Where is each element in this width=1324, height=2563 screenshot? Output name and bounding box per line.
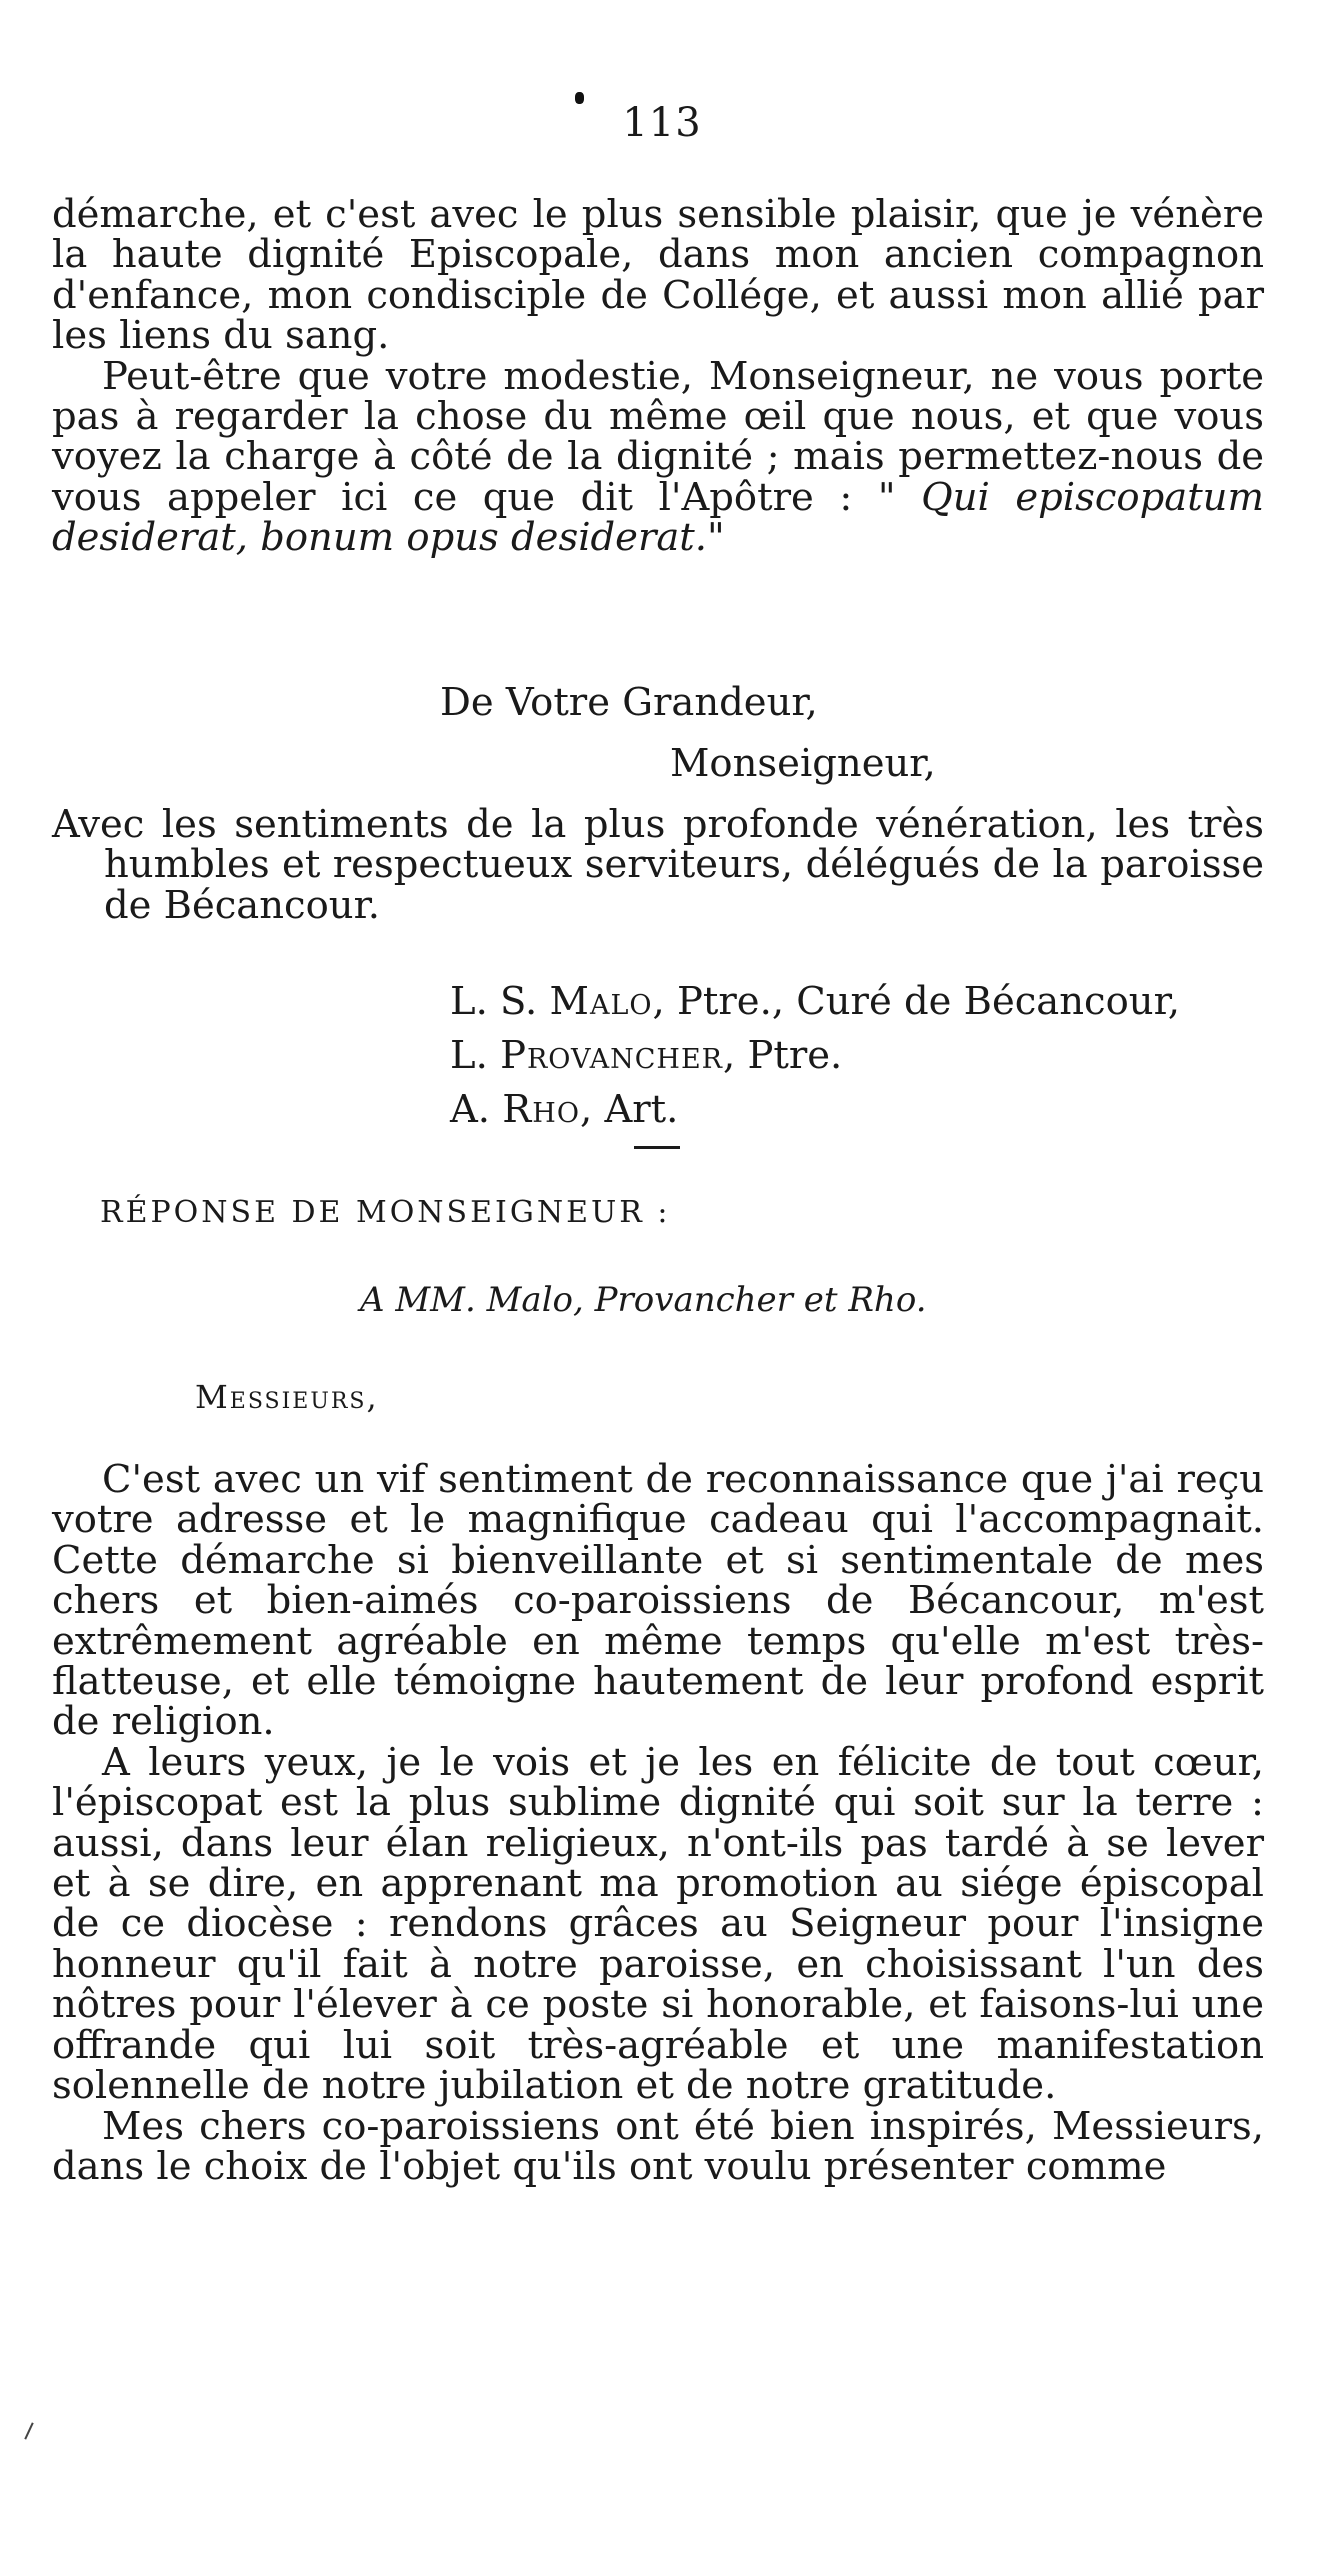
closing-sentiments: Avec les sentiments de la plus profonde vénération, les très humbles et respectueux serviteurs, délégués de la paroisse de Bécancour. (52, 802, 1264, 928)
paragraph-2 (52, 353, 1264, 561)
reply-paragraph-3: Mes chers co-paroissiens ont été bien inspirés, Messieurs, dans le choix de l'objet qu'ils ont voulu présenter comme (52, 2103, 1264, 2189)
reply-body (52, 1457, 1264, 2189)
signature-initial: L. (450, 1033, 488, 1078)
closing-line-2: Monseigneur, (670, 741, 936, 786)
signature-name: Malo (549, 979, 653, 1024)
closing-line-1: De Votre Grandeur, (440, 680, 818, 725)
signature-title: , Art. (579, 1087, 679, 1132)
signature-rho (450, 1087, 679, 1132)
letter-body (52, 192, 1264, 561)
reply-heading: RÉPONSE DE MONSEIGNEUR : (100, 1195, 671, 1230)
signature-name: Rho (502, 1087, 580, 1132)
signature-provancher (450, 1033, 843, 1078)
reply-addressee: A MM. Malo, Provancher et Rho. (360, 1280, 927, 1320)
paragraph-1: démarche, et c'est avec le plus sensible plaisir, que je vénère la haute dignité Episcopale, dans mon ancien compagnon d'enfance, mon condisciple de Collége, et aussi mon allié par les liens du sang. (52, 192, 1264, 359)
latin-quote: " Qui episcopatum desiderat, bonum opus desiderat." (52, 474, 1264, 561)
reply-paragraph-1: C'est avec un vif sentiment de reconnaissance que j'ai reçu votre adresse et le magnifique cadeau qui l'accompagnait. Cette démarche si bienveillante et si sentimentale de mes chers et bien-aimés co-paroissiens de Bécancour, m'est extrêmement agréable en même temps qu'elle m'est très-flatteuse, et elle témoigne hautement de leur profond esprit de religion. (52, 1457, 1264, 1745)
signature-initial: L. S. (450, 979, 538, 1024)
page-number: 113 (622, 100, 702, 146)
signature-title: , Ptre. (723, 1033, 843, 1078)
margin-mark (24, 2422, 33, 2439)
signature-title: , Ptre., Curé de Bécancour, (652, 979, 1180, 1024)
signature-initial: A. (450, 1087, 491, 1132)
signature-name: Provancher (500, 1033, 723, 1078)
closing-sentiments-block (52, 802, 1264, 928)
paragraph-2-text: Peut-être que votre modestie, Monseigneur, ne vous porte pas à regarder la chose du même œil que nous, et que vous voyez la charge à côté de la dignité ; mais permettez-nous de vous appeler ici ce que dit l'Apôtre : (52, 353, 1264, 520)
section-divider (634, 1146, 680, 1149)
reply-paragraph-2: A leurs yeux, je le vois et je les en félicite de tout cœur, l'épiscopat est la plus sublime dignité qui soit sur la terre : aussi, dans leur élan religieux, n'ont-ils pas tardé à se lever et à se dire, en apprenant ma promotion au siége épiscopal de ce diocèse : rendons grâces au Seigneur pour l'insigne honneur qu'il fait à notre paroisse, en choisissant l'un des nôtres pour l'élever à ce poste si honorable, et faisons-lui une offrande qui lui soit très-agréable et une manifestation solennelle de notre jubilation et de notre gratitude. (52, 1739, 1264, 2109)
reply-salutation: Messieurs, (195, 1378, 379, 1416)
signature-malo (450, 979, 1180, 1024)
